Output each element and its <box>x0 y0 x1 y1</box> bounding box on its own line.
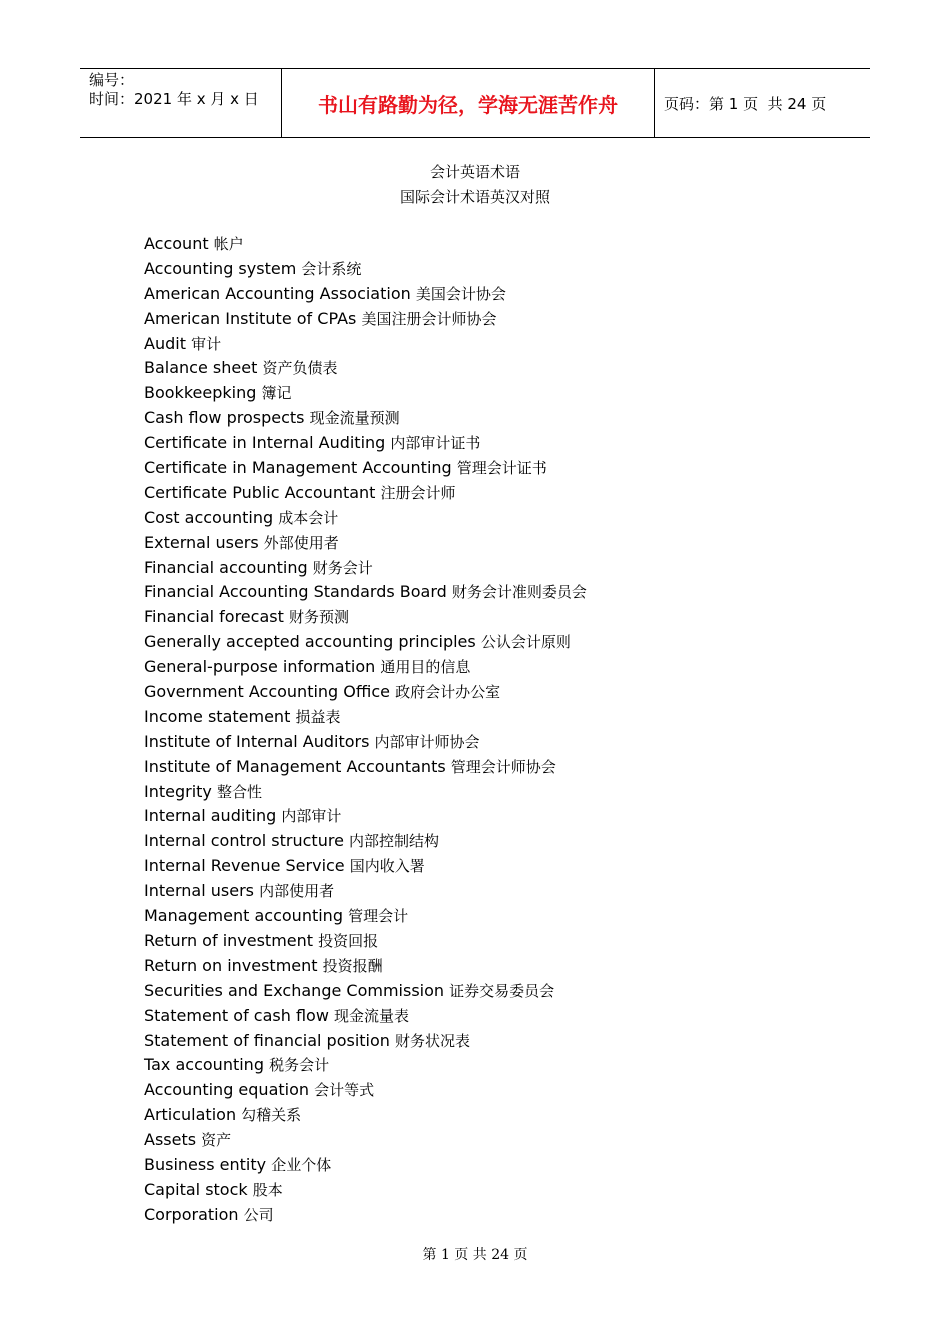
term-english: Management accounting <box>144 906 343 926</box>
term-english: Return of investment <box>144 930 314 950</box>
term-english: Institute of Management Accountants <box>144 756 446 776</box>
term-chinese: 管理会计 <box>348 907 409 926</box>
term-entry <box>144 1078 587 1103</box>
term-english: Bookkeepking <box>144 383 257 403</box>
term-english: Assets <box>144 1130 197 1150</box>
term-chinese: 公司 <box>243 1205 274 1224</box>
term-english: Government Accounting Office <box>144 682 390 702</box>
term-entry <box>144 979 587 1004</box>
term-entry <box>144 1153 587 1178</box>
term-chinese: 证券交易委员会 <box>449 981 555 1000</box>
term-english: Income statement <box>144 706 291 726</box>
number-label: 编号： <box>89 71 135 89</box>
term-entry <box>144 755 587 780</box>
page-footer: 第 1 页 共 24 页 <box>422 1247 528 1263</box>
term-chinese: 税务会计 <box>269 1056 330 1075</box>
term-entry <box>144 531 587 556</box>
term-english: Internal auditing <box>144 806 277 826</box>
term-list <box>144 232 587 1228</box>
term-entry <box>144 1053 587 1078</box>
term-english: Certificate in Management Accounting <box>144 458 452 478</box>
term-english: Cash flow prospects <box>144 408 305 428</box>
term-english: Statement of financial position <box>144 1030 390 1050</box>
term-chinese: 投资报酬 <box>322 956 383 975</box>
term-chinese: 资产负债表 <box>262 359 338 378</box>
term-english: Internal Revenue Service <box>144 856 345 876</box>
term-entry <box>144 1029 587 1054</box>
term-chinese: 投资回报 <box>318 931 379 950</box>
term-chinese: 会计等式 <box>314 1081 375 1100</box>
term-entry <box>144 904 587 929</box>
term-chinese: 美国会计协会 <box>415 284 506 303</box>
term-entry <box>144 630 587 655</box>
term-entry <box>144 780 587 805</box>
term-entry <box>144 854 587 879</box>
term-entry <box>144 879 587 904</box>
term-english: Certificate in Internal Auditing <box>144 433 386 453</box>
term-english: Internal users <box>144 881 254 901</box>
term-chinese: 内部使用者 <box>259 882 335 901</box>
term-entry <box>144 1128 587 1153</box>
term-entry <box>144 1178 587 1203</box>
term-chinese: 帐户 <box>213 235 244 253</box>
term-english: Accounting system <box>144 258 297 278</box>
term-entry <box>144 506 587 531</box>
term-english: Account <box>144 234 209 253</box>
term-chinese: 内部审计 <box>281 807 342 826</box>
term-chinese: 通用目的信息 <box>380 658 471 677</box>
header-meta <box>80 69 281 137</box>
term-entry <box>144 406 587 431</box>
term-english: Return on investment <box>144 955 318 975</box>
header-page-info <box>655 69 870 137</box>
term-entry <box>144 1004 587 1029</box>
term-english: Internal control structure <box>144 831 344 851</box>
term-entry <box>144 1103 587 1128</box>
term-chinese: 财务会计 <box>312 558 373 577</box>
term-chinese: 整合性 <box>217 782 263 801</box>
term-entry <box>144 730 587 755</box>
term-entry <box>144 580 587 605</box>
term-chinese: 国内收入署 <box>349 857 425 876</box>
term-chinese: 现金流量预测 <box>309 409 400 428</box>
term-entry <box>144 804 587 829</box>
term-english: Certificate Public Accountant <box>144 482 376 502</box>
term-chinese: 内部审计证书 <box>390 434 481 453</box>
term-english: Financial accounting <box>144 557 308 577</box>
document-titles <box>0 160 950 210</box>
term-english: Accounting equation <box>144 1080 310 1100</box>
term-entry <box>144 232 587 257</box>
term-entry <box>144 481 587 506</box>
term-english: Capital stock <box>144 1179 248 1199</box>
term-entry <box>144 307 587 332</box>
term-chinese: 勾稽关系 <box>241 1106 302 1125</box>
term-chinese: 财务会计准则委员会 <box>451 583 587 602</box>
term-entry <box>144 1203 587 1228</box>
term-chinese: 会计系统 <box>301 259 362 278</box>
term-chinese: 政府会计办公室 <box>395 683 501 702</box>
term-english: General-purpose information <box>144 657 376 677</box>
term-chinese: 簿记 <box>261 384 292 403</box>
term-chinese: 企业个体 <box>271 1155 332 1174</box>
term-english: Balance sheet <box>144 358 258 378</box>
term-chinese: 公认会计原则 <box>480 633 571 652</box>
term-chinese: 现金流量表 <box>334 1006 410 1025</box>
term-english: Financial Accounting Standards Board <box>144 582 447 602</box>
term-entry <box>144 655 587 680</box>
term-entry <box>144 605 587 630</box>
page-info-text: 页码：第 1 页 共 24 页 <box>664 94 827 113</box>
term-english: American Institute of CPAs <box>144 308 357 328</box>
term-chinese: 注册会计师 <box>380 483 456 502</box>
term-chinese: 审计 <box>191 334 222 353</box>
term-english: Securities and Exchange Commission <box>144 980 445 1000</box>
term-entry <box>144 680 587 705</box>
term-english: Institute of Internal Auditors <box>144 731 370 751</box>
term-english: Tax accounting <box>144 1055 264 1075</box>
term-english: Articulation <box>144 1105 237 1125</box>
term-english: Integrity <box>144 781 212 801</box>
term-entry <box>144 929 587 954</box>
term-english: Audit <box>144 333 186 353</box>
term-entry <box>144 954 587 979</box>
term-english: Generally accepted accounting principles <box>144 632 476 652</box>
term-english: Cost accounting <box>144 507 274 527</box>
document-subtitle: 国际会计术语英汉对照 <box>399 188 550 206</box>
document-title: 会计英语术语 <box>429 163 520 181</box>
term-chinese: 成本会计 <box>278 508 339 527</box>
term-entry <box>144 705 587 730</box>
term-chinese: 管理会计师协会 <box>450 757 556 776</box>
term-english: Statement of cash flow <box>144 1005 329 1025</box>
header-motto: 书山有路勤为径，学海无涯苦作舟 <box>281 69 655 137</box>
term-english: Corporation <box>144 1204 239 1224</box>
term-english: Financial forecast <box>144 607 284 627</box>
term-entry <box>144 257 587 282</box>
term-entry <box>144 829 587 854</box>
term-chinese: 损益表 <box>295 707 341 726</box>
page-header <box>80 68 870 138</box>
date-text: 时间：2021 年 x 月 x 日 <box>89 90 259 108</box>
term-english: American Accounting Association <box>144 283 411 303</box>
term-entry <box>144 381 587 406</box>
term-entry <box>144 456 587 481</box>
term-chinese: 内部审计师协会 <box>374 732 480 751</box>
term-chinese: 外部使用者 <box>263 533 339 552</box>
term-entry <box>144 356 587 381</box>
term-entry <box>144 556 587 581</box>
term-chinese: 资产 <box>201 1131 232 1150</box>
term-entry <box>144 431 587 456</box>
term-chinese: 财务预测 <box>288 608 349 627</box>
term-chinese: 管理会计证书 <box>456 459 547 478</box>
term-english: External users <box>144 532 259 552</box>
term-chinese: 内部控制结构 <box>349 832 440 851</box>
term-chinese: 财务状况表 <box>395 1031 471 1050</box>
term-english: Business entity <box>144 1154 267 1174</box>
term-chinese: 股本 <box>252 1180 283 1199</box>
term-entry <box>144 332 587 357</box>
term-entry <box>144 282 587 307</box>
term-chinese: 美国注册会计师协会 <box>361 309 497 328</box>
